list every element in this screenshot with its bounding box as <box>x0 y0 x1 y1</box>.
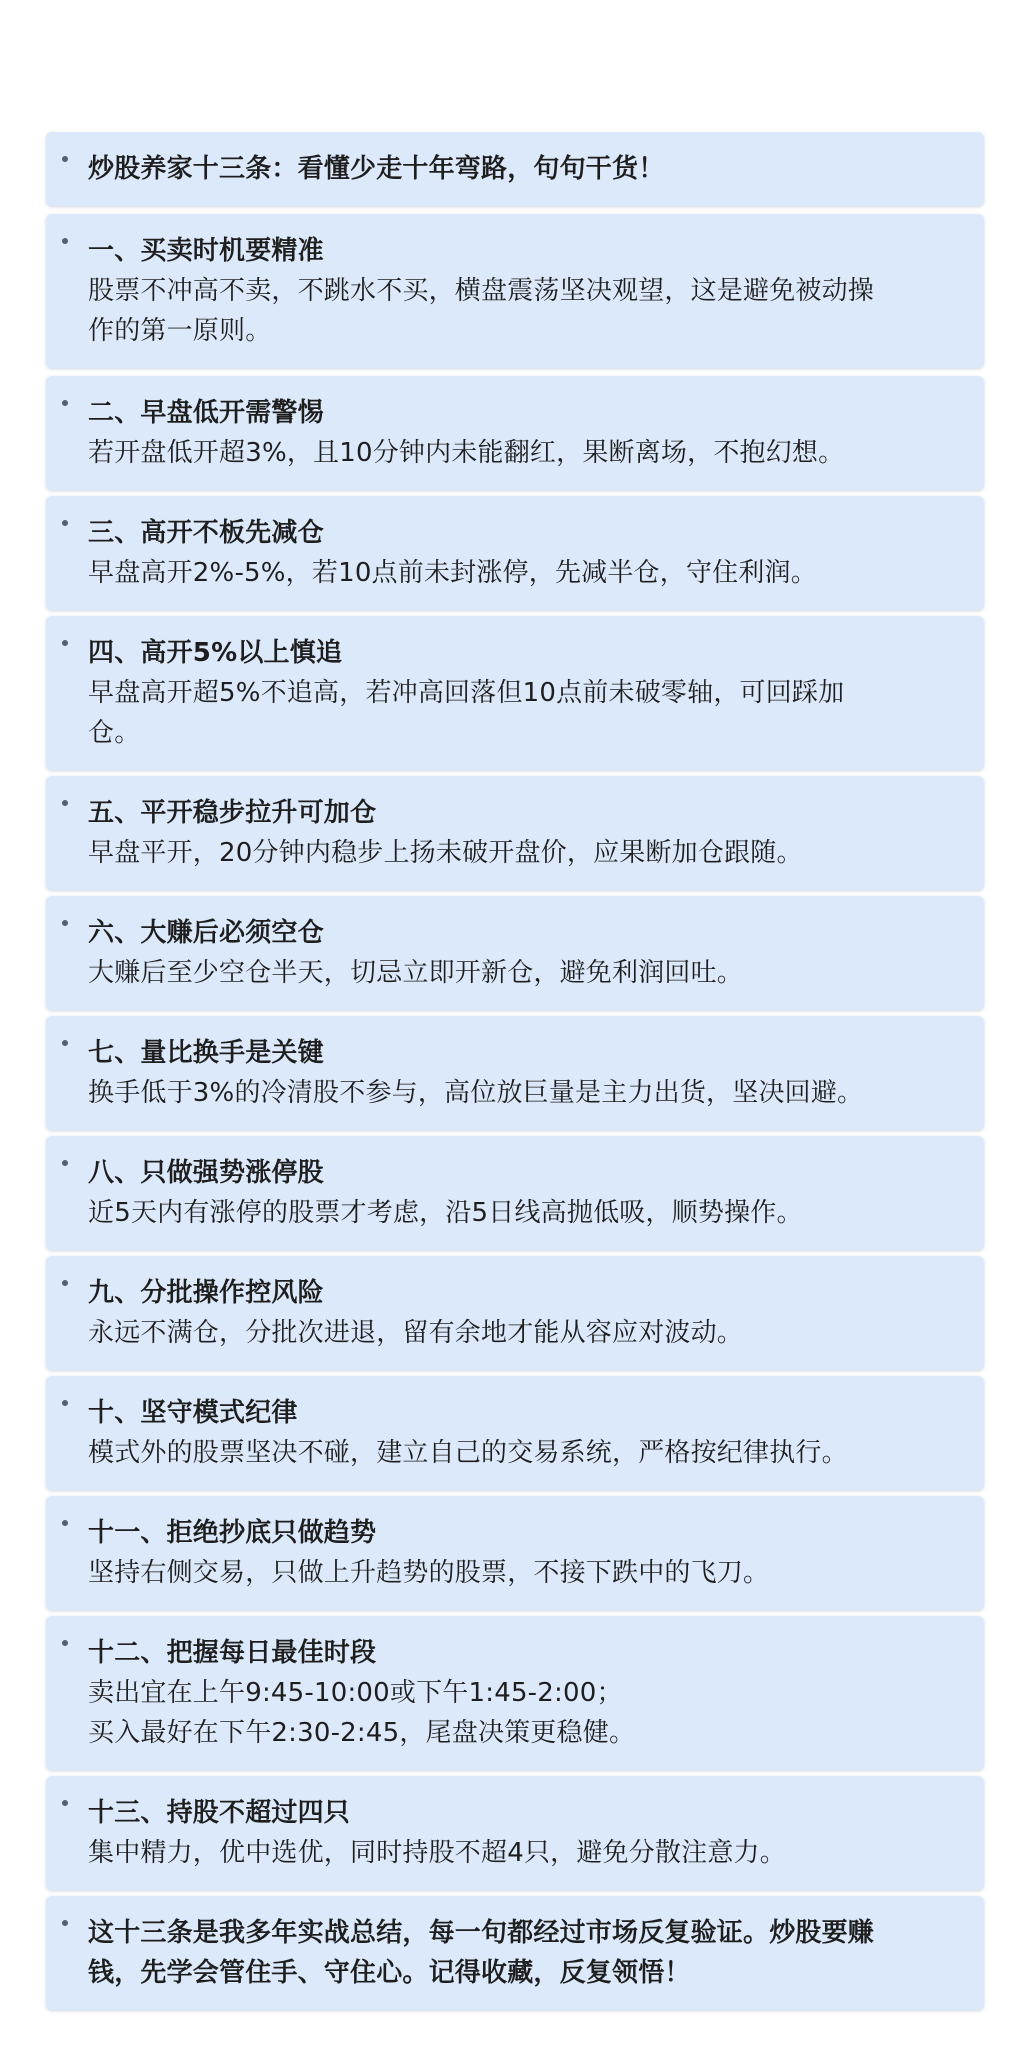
summary-text: 这十三条是我多年实战总结，每一句都经过市场反复验证。炒股要赚 <box>88 1918 875 1948</box>
list-item <box>46 896 984 1010</box>
card-text: 永远不满仓，分批次进退，留有余地才能从容应对波动。 <box>88 1318 744 1348</box>
card-title: 三、高开不板先减仓 <box>88 518 324 548</box>
card-text: 若开盘低开超3%，且10分钟内未能翻红，果断离场，不抱幻想。 <box>88 438 845 468</box>
list-item <box>46 376 984 490</box>
card-title: 七、量比换手是关键 <box>88 1038 324 1068</box>
card-title: 二、早盘低开需警惕 <box>88 398 324 428</box>
card-text: 早盘高开2%-5%，若10点前未封涨停，先减半仓，守住利润。 <box>88 558 817 588</box>
list-item <box>46 1896 984 2010</box>
card-title: 一、买卖时机要精准 <box>88 236 324 266</box>
card-text: 仓。 <box>88 718 141 748</box>
card-title: 十三、持股不超过四只 <box>88 1798 351 1828</box>
card-title: 十、坚守模式纪律 <box>88 1398 298 1428</box>
list-item <box>46 1136 984 1250</box>
card-title: 炒股养家十三条：看懂少走十年弯路，句句干货！ <box>88 154 665 184</box>
list-item <box>46 132 984 206</box>
card-title: 十二、把握每日最佳时段 <box>88 1638 377 1668</box>
card-title: 五、平开稳步拉升可加仓 <box>88 798 377 828</box>
bullet-icon <box>62 520 68 526</box>
card-text: 换手低于3%的冷清股不参与，高位放巨量是主力出货，坚决回避。 <box>88 1078 864 1108</box>
bullet-icon <box>62 800 68 806</box>
bullet-icon <box>62 1520 68 1526</box>
card-text: 模式外的股票坚决不碰，建立自己的交易系统，严格按纪律执行。 <box>88 1438 848 1468</box>
list-item <box>46 496 984 610</box>
card-text: 买入最好在下午2:30-2:45，尾盘决策更稳健。 <box>88 1718 636 1748</box>
list-item <box>46 1776 984 1890</box>
list-item <box>46 1496 984 1610</box>
card-text: 近5天内有涨停的股票才考虑，沿5日线高抛低吸，顺势操作。 <box>88 1198 803 1228</box>
bullet-icon <box>62 400 68 406</box>
card-title: 六、大赚后必须空仓 <box>88 918 324 948</box>
card-text: 坚持右侧交易，只做上升趋势的股票，不接下跌中的飞刀。 <box>88 1558 770 1588</box>
list-item <box>46 214 984 368</box>
bullet-icon <box>62 1920 68 1926</box>
bullet-icon <box>62 1280 68 1286</box>
bullet-icon <box>62 1040 68 1046</box>
bullet-icon <box>62 1160 68 1166</box>
bullet-icon <box>62 156 68 162</box>
card-title: 十一、拒绝抄底只做趋势 <box>88 1518 377 1548</box>
card-text: 早盘平开，20分钟内稳步上扬未破开盘价，应果断加仓跟随。 <box>88 838 803 868</box>
bullet-icon <box>62 920 68 926</box>
bullet-icon <box>62 238 68 244</box>
card-title: 四、高开5%以上慎追 <box>88 638 343 668</box>
card-text: 集中精力，优中选优，同时持股不超4只，避免分散注意力。 <box>88 1838 786 1868</box>
card-text: 大赚后至少空仓半天，切忌立即开新仓，避免利润回吐。 <box>88 958 744 988</box>
list-item <box>46 1016 984 1130</box>
list-item <box>46 616 984 770</box>
list-item <box>46 1616 984 1770</box>
bullet-icon <box>62 1800 68 1806</box>
card-title: 九、分批操作控风险 <box>88 1278 324 1308</box>
list-item <box>46 1376 984 1490</box>
summary-text: 钱，先学会管住手、守住心。记得收藏，反复领悟！ <box>88 1958 691 1988</box>
card-text: 卖出宜在上午9:45-10:00或下午1:45-2:00； <box>88 1678 623 1708</box>
bullet-icon <box>62 640 68 646</box>
bullet-icon <box>62 1400 68 1406</box>
list-item <box>46 1256 984 1370</box>
card-title: 八、只做强势涨停股 <box>88 1158 324 1188</box>
card-text: 作的第一原则。 <box>88 316 272 346</box>
card-text: 股票不冲高不卖，不跳水不买，横盘震荡坚决观望，这是避免被动操 <box>88 276 875 306</box>
list-item <box>46 776 984 890</box>
bullet-icon <box>62 1640 68 1646</box>
card-text: 早盘高开超5%不追高，若冲高回落但10点前未破零轴，可回踩加 <box>88 678 845 708</box>
